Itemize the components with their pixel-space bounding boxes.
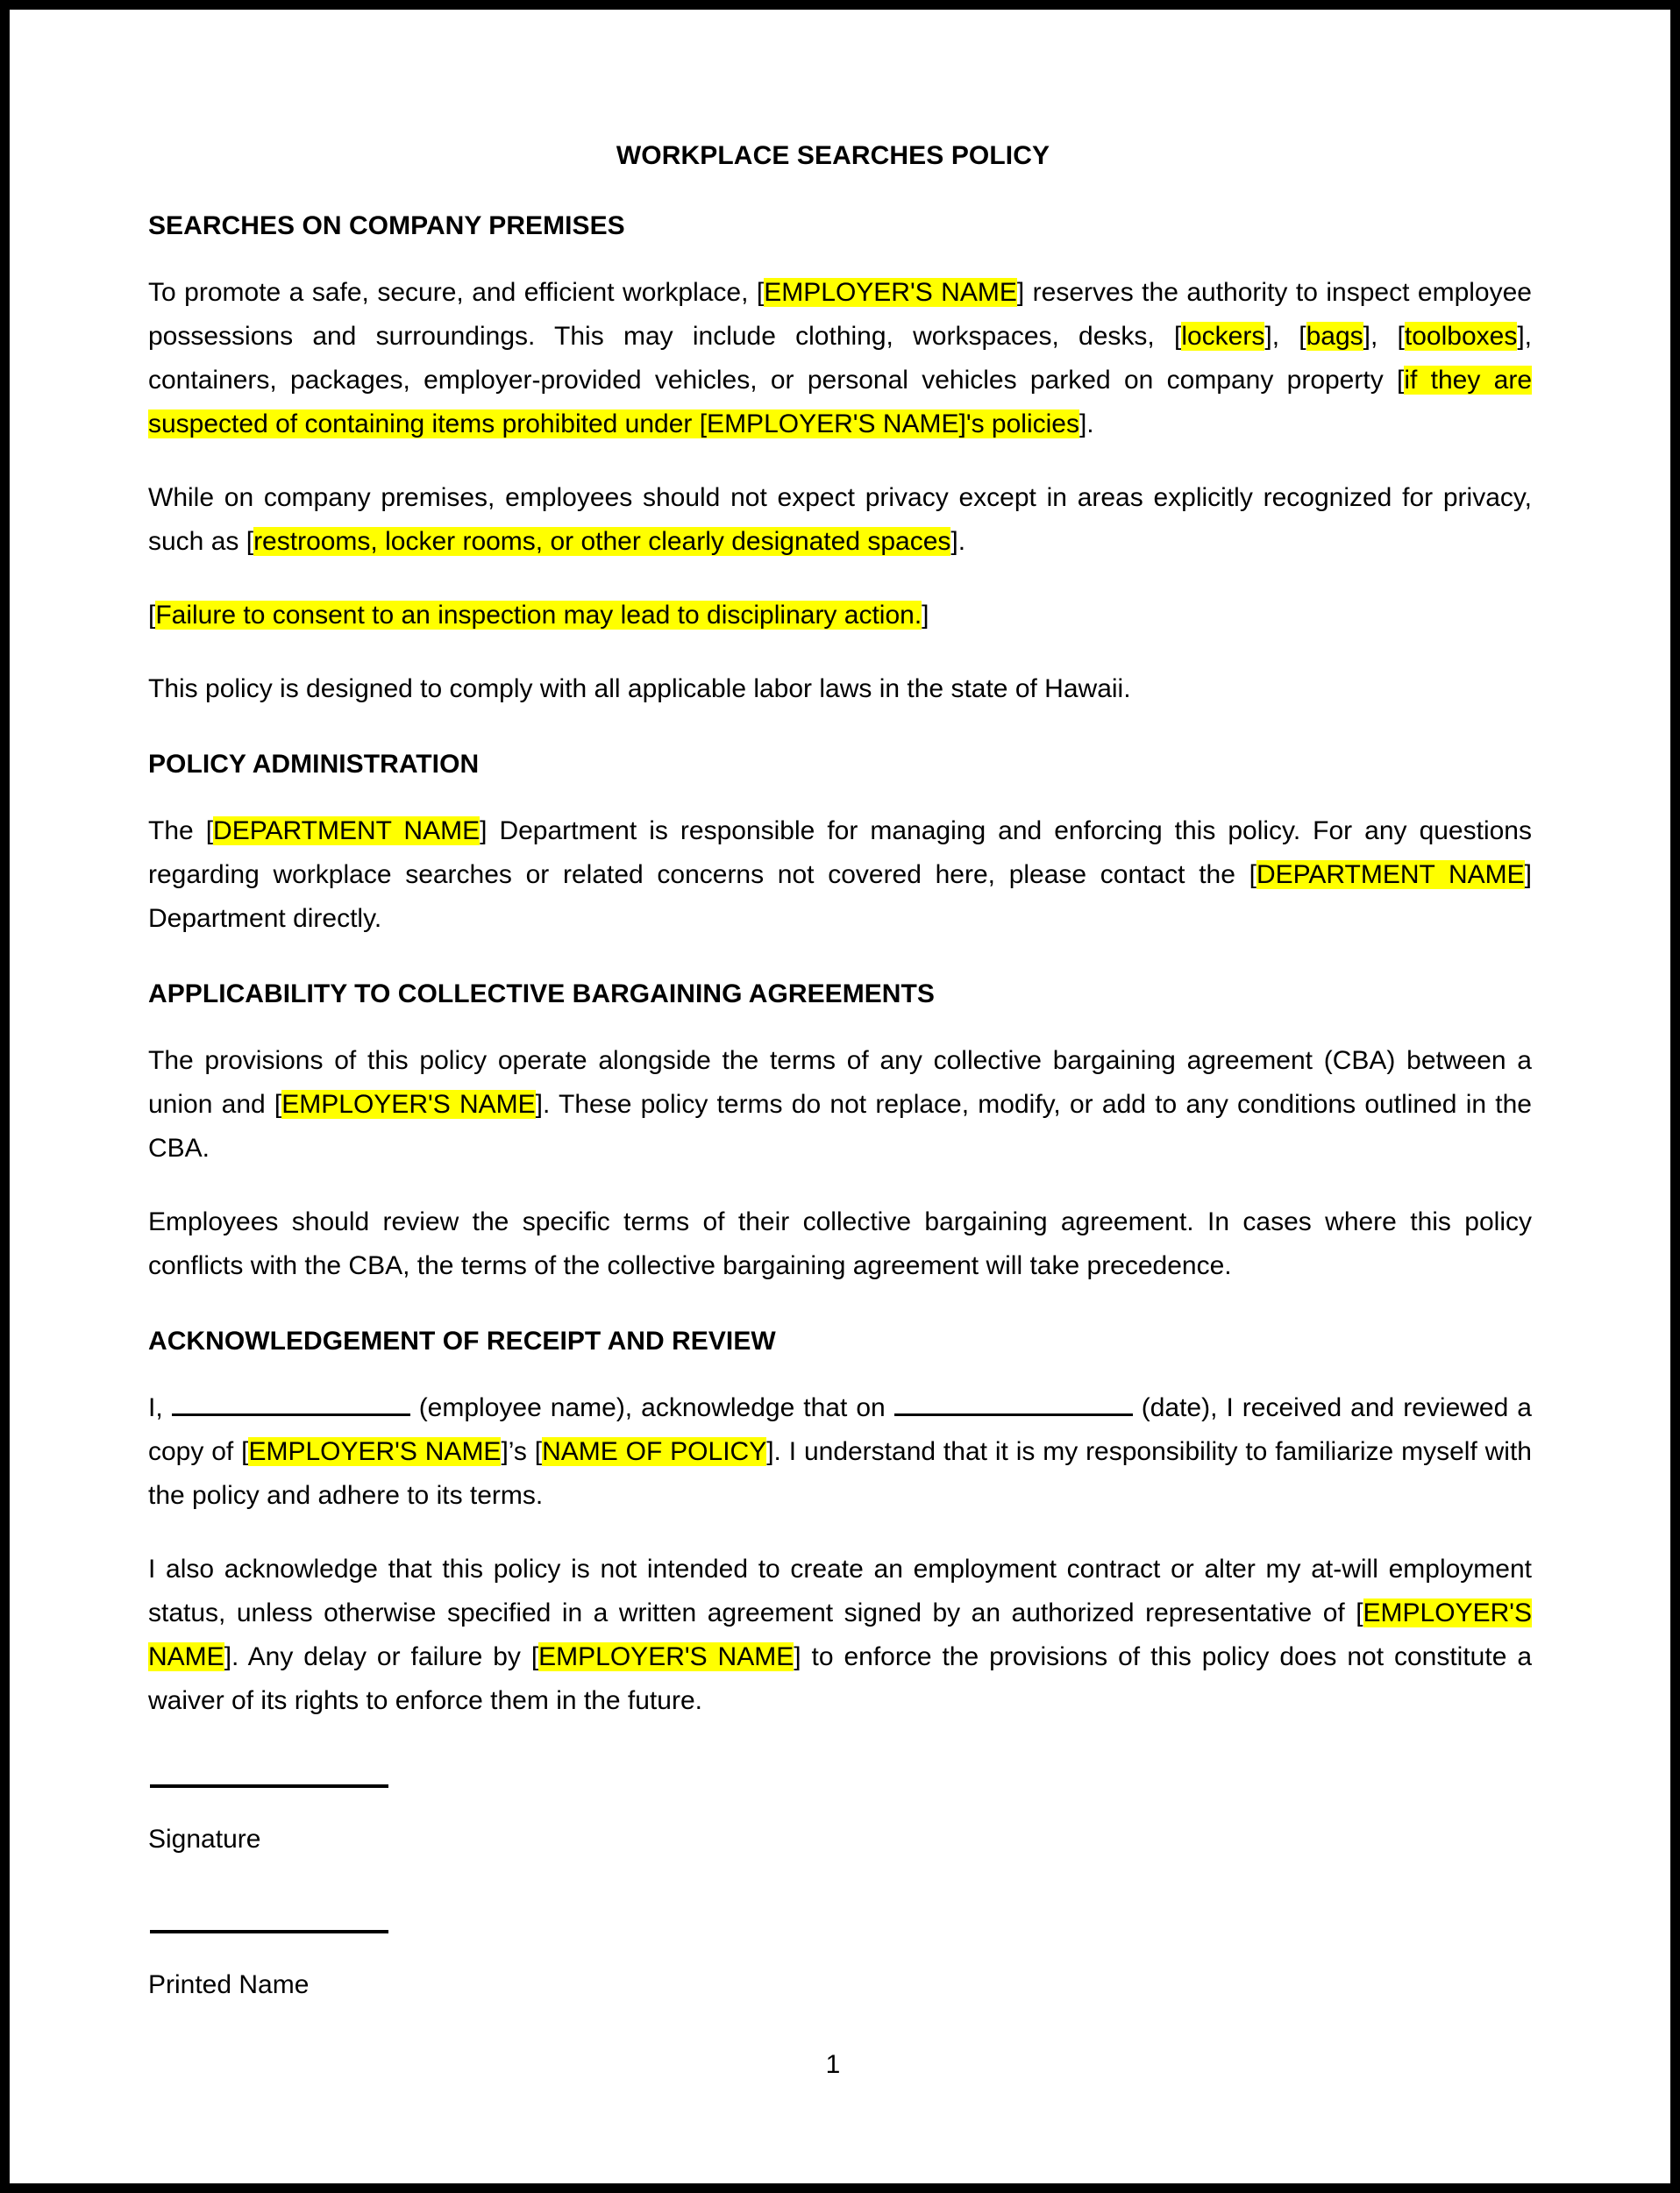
page-content [10, 10, 1670, 2183]
text-run: ]. These policy terms do not replace, modify, or add to any conditions outlined in the CBA. [148, 1090, 1532, 1163]
signature-label: Signature [148, 1825, 261, 1854]
section-heading-acknowledgement: ACKNOWLEDGEMENT OF RECEIPT AND REVIEW [148, 1327, 776, 1356]
placeholder-employers-name-ack-3: EMPLOYER'S NAME [538, 1642, 794, 1671]
paragraph-searches-3 [148, 594, 1532, 637]
text-run: (date), I received and reviewed a copy of [ [148, 1393, 1532, 1466]
placeholder-prohibited-items-clause: if they are suspected of containing items prohibited under [EMPLOYER'S NAME]'s policies [148, 366, 1533, 438]
text-run: ]. [950, 527, 966, 556]
text-run: ], [ [1264, 322, 1306, 351]
text-run: ] reserves the authority to inspect employee possessions and surroundings. This may include clothing, workspaces, desks, [ [148, 278, 1532, 351]
text-run: ]’s [ [501, 1437, 543, 1466]
text-run: To promote a safe, secure, and efficient workplace, [ [148, 278, 765, 307]
printed-name-label: Printed Name [148, 1970, 310, 1999]
text-run: ]. I understand that it is my responsibility to familiarize myself with the policy and adhere to its terms. [148, 1437, 1532, 1510]
text-run: ] Department is responsible for managing and enforcing this policy. For any questions regarding workplace searches or related concerns not covered here, please contact the [ [148, 816, 1532, 889]
placeholder-department-name: DEPARTMENT NAME [213, 816, 481, 845]
placeholder-employers-name: EMPLOYER'S NAME [764, 278, 1017, 307]
text-run: ] Department directly. [148, 860, 1533, 933]
signature-spacer [148, 1862, 1532, 1930]
text-run: While on company premises, employees should not expect privacy except in areas explicitly recognized for privacy, such as [ [148, 483, 1532, 556]
signature-block [148, 1784, 1532, 2007]
employee-name-blank[interactable] [172, 1413, 410, 1416]
text-run: [ [148, 601, 156, 630]
page-title: WORKPLACE SEARCHES POLICY [616, 141, 1050, 170]
paragraph-searches-2 [148, 476, 1532, 564]
signature-line[interactable] [150, 1784, 388, 1788]
placeholder-employers-name-cba: EMPLOYER'S NAME [281, 1090, 536, 1119]
placeholder-lockers: lockers [1181, 322, 1265, 351]
page-number: 1 [825, 2050, 841, 2079]
section-heading-cba: APPLICABILITY TO COLLECTIVE BARGAINING AGREEMENTS [148, 979, 935, 1008]
text-run: ]. [1078, 409, 1094, 438]
text-run: The provisions of this policy operate alongside the terms of any collective bargaining agreement (CBA) between a union and [ [148, 1046, 1532, 1119]
paragraph-searches-4 [148, 667, 1532, 711]
paragraph-cba-2 [148, 1200, 1532, 1288]
section-heading-searches: SEARCHES ON COMPANY PREMISES [148, 211, 625, 240]
text-run: (employee name), acknowledge that on [409, 1393, 894, 1422]
placeholder-bags: bags [1306, 322, 1363, 351]
section-heading-administration: POLICY ADMINISTRATION [148, 750, 480, 779]
paragraph-acknowledgement-1 [148, 1386, 1532, 1518]
date-blank[interactable] [894, 1413, 1133, 1416]
placeholder-department-name-2: DEPARTMENT NAME [1256, 860, 1525, 889]
paragraph-acknowledgement-2 [148, 1548, 1532, 1723]
paragraph-searches-1 [148, 271, 1532, 446]
text-run: I, [148, 1393, 172, 1422]
paragraph-cba-1 [148, 1039, 1532, 1171]
placeholder-employers-name-ack-2: EMPLOYER'S NAME [148, 1598, 1532, 1671]
text-run: ] to enforce the provisions of this policy does not constitute a waiver of its rights to enforce them in the future. [148, 1642, 1532, 1715]
printed-name-line[interactable] [150, 1930, 388, 1933]
text-run: ], [ [1363, 322, 1405, 351]
text-run: ]. Any delay or failure by [ [224, 1642, 539, 1671]
placeholder-employers-name-ack: EMPLOYER'S NAME [248, 1437, 502, 1466]
text-run: ], containers, packages, employer-provided vehicles, or personal vehicles parked on company property [ [148, 322, 1532, 395]
placeholder-private-areas: restrooms, locker rooms, or other clearly designated spaces [253, 527, 951, 556]
paragraph-administration-1 [148, 809, 1532, 941]
text-run: This policy is designed to comply with all applicable labor laws in the state of Hawaii. [148, 674, 1131, 703]
text-run: ] [922, 601, 929, 630]
text-run: I also acknowledge that this policy is not intended to create an employment contract or alter my at-will employment status, unless otherwise specified in a written agreement signed by an authorized representative of [ [148, 1555, 1532, 1627]
text-run: Employees should review the specific terms of their collective bargaining agreement. In cases where this policy conflicts with the CBA, the terms of the collective bargaining agreement will take precedence. [148, 1207, 1532, 1280]
placeholder-toolboxes: toolboxes [1404, 322, 1518, 351]
text-run: The [ [148, 816, 214, 845]
placeholder-name-of-policy: NAME OF POLICY [542, 1437, 767, 1466]
placeholder-refusal-consequence: Failure to consent to an inspection may lead to disciplinary action. [155, 601, 922, 630]
